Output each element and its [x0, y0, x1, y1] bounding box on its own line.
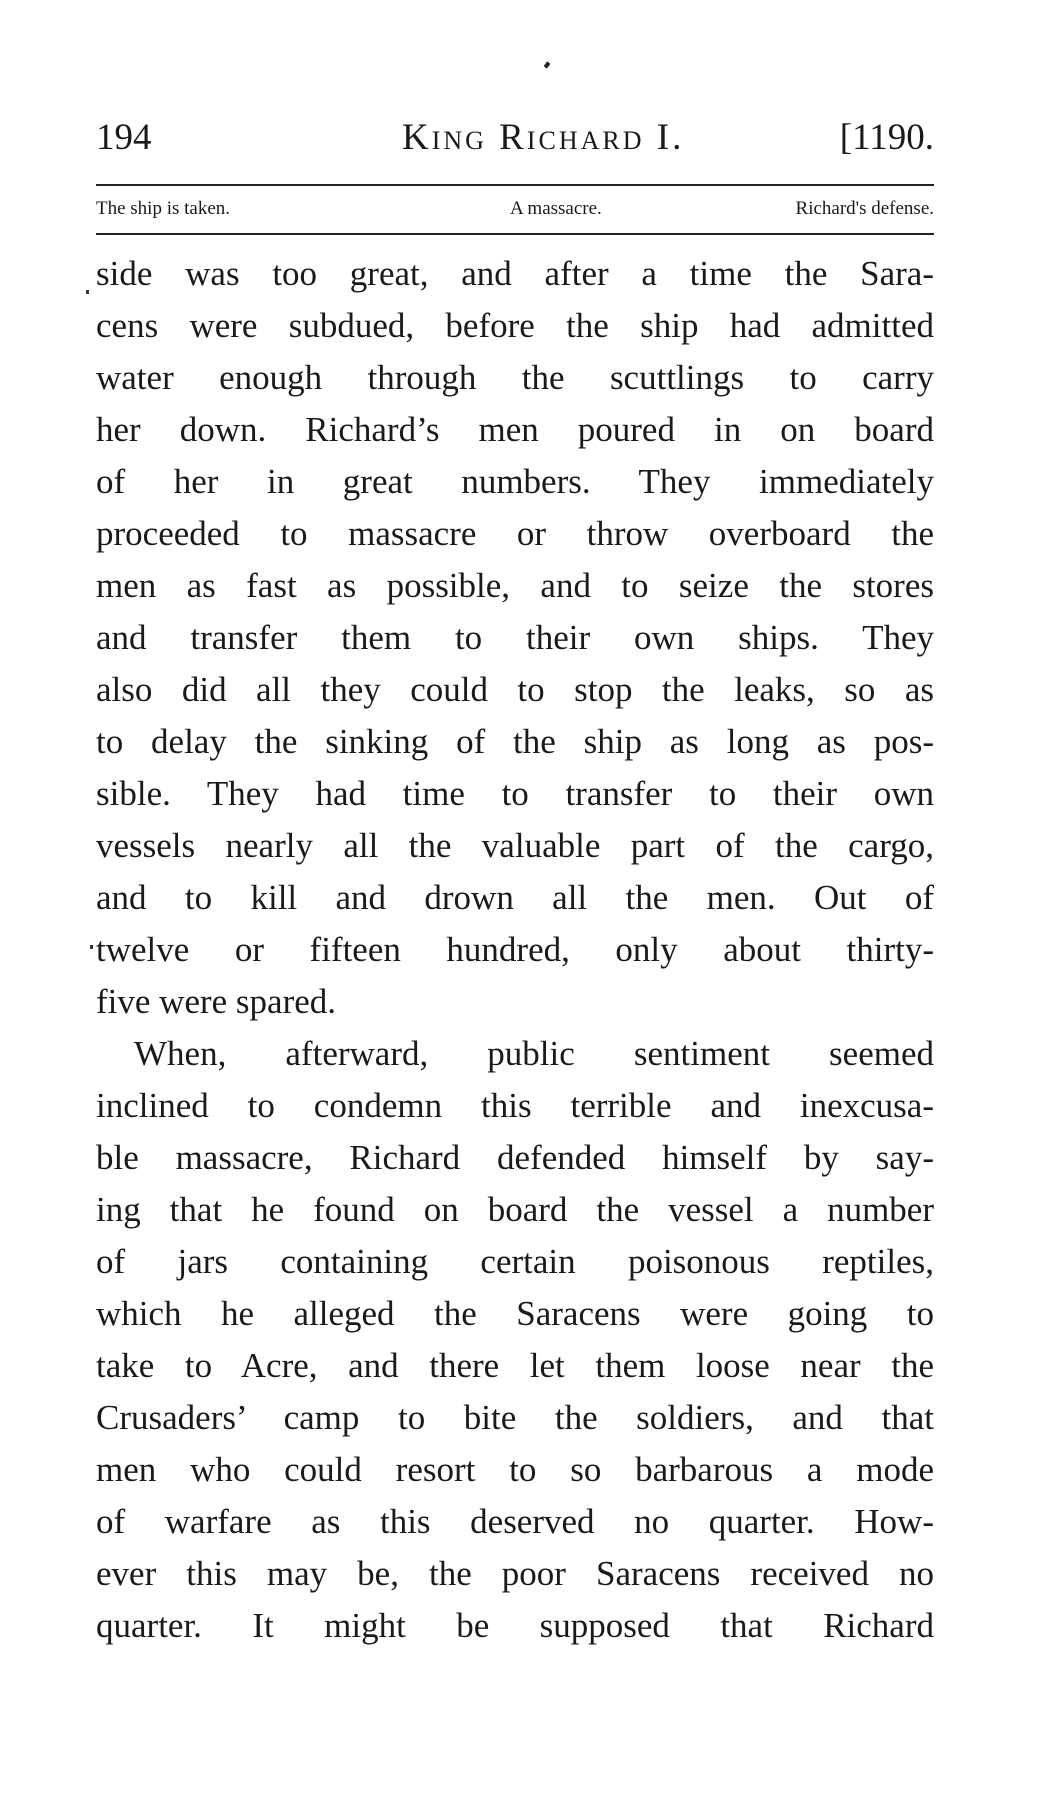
text-line: When, afterward, public sentiment seemed — [134, 1034, 934, 1073]
page-number: 194 — [96, 117, 152, 158]
text-line: ever this may be, the poor Saracens received no — [96, 1554, 934, 1593]
text-line: ing that he found on board the vessel a number — [96, 1190, 934, 1229]
text-line: side was too great, and after a time the Sara- — [96, 254, 934, 293]
text-line: quarter. It might be supposed that Richard — [96, 1606, 934, 1645]
text-line: take to Acre, and there let them loose near the — [96, 1346, 934, 1385]
text-line: her down. Richard’s men poured in on board — [96, 410, 934, 449]
text-line: also did all they could to stop the leaks, so as — [96, 670, 934, 709]
running-head — [96, 116, 934, 160]
ink-speck — [90, 945, 93, 949]
header-rule-top — [96, 184, 934, 186]
text-line: twelve or fifteen hundred, only about thirty- — [96, 930, 934, 969]
text-line: of jars containing certain poisonous reptiles, — [96, 1242, 934, 1281]
text-line: of warfare as this deserved no quarter. How- — [96, 1502, 934, 1541]
topic-richards-defense: Richard's defense. — [795, 198, 934, 219]
text-line: and to kill and drown all the men. Out of — [96, 878, 934, 917]
year-label: [1190. — [839, 117, 934, 158]
text-line: five were spared. — [96, 982, 337, 1021]
topic-ship-taken: The ship is taken. — [96, 198, 231, 219]
text-line: which he alleged the Saracens were going to — [96, 1294, 934, 1333]
text-line: proceeded to massacre or throw overboard the — [96, 514, 934, 553]
text-line: inclined to condemn this terrible and inexcusa- — [96, 1086, 934, 1125]
text-line: of her in great numbers. They immediately — [96, 462, 934, 501]
paragraph — [96, 248, 934, 1028]
ink-speck — [86, 290, 89, 294]
text-line: water enough through the scuttlings to carry — [96, 358, 934, 397]
text-line: men as fast as possible, and to seize the stores — [96, 566, 934, 605]
text-line: vessels nearly all the valuable part of the cargo, — [96, 826, 934, 865]
header-rule-bottom — [96, 233, 934, 235]
topic-headline — [96, 195, 934, 223]
text-line: ble massacre, Richard defended himself by say- — [96, 1138, 934, 1177]
text-line: sible. They had time to transfer to their own — [96, 774, 934, 813]
text-line: men who could resort to so barbarous a mode — [96, 1450, 934, 1489]
text-line: cens were subdued, before the ship had admitted — [96, 306, 934, 345]
book-title: King Richard I. — [402, 117, 685, 158]
paragraph — [96, 1028, 934, 1652]
ink-mark — [544, 61, 551, 68]
text-line: and transfer them to their own ships. They — [96, 618, 934, 657]
text-line: Crusaders’ camp to bite the soldiers, and that — [96, 1398, 934, 1437]
body-text — [96, 248, 934, 1652]
text-line: to delay the sinking of the ship as long as pos- — [96, 722, 934, 761]
topic-massacre: A massacre. — [510, 198, 602, 219]
